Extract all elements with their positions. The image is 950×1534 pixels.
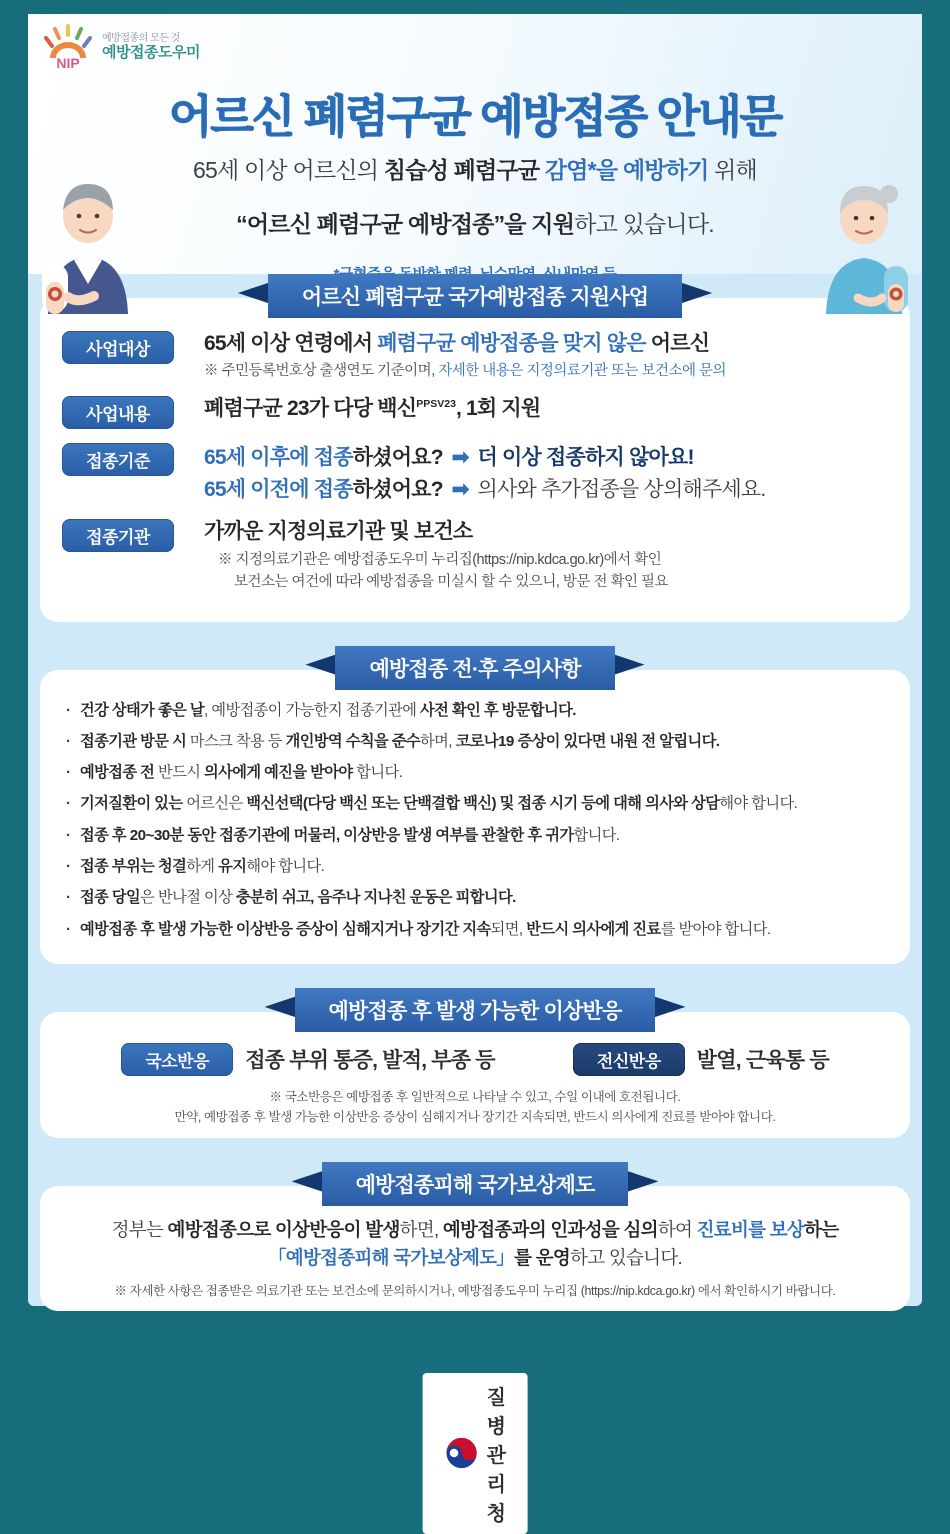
section-precautions xyxy=(28,646,922,964)
agency-logo xyxy=(423,1373,528,1534)
program-card xyxy=(40,298,910,622)
page-title: 어르신 폐렴구균 예방접종 안내문 xyxy=(168,91,782,142)
precaution-item: · 건강 상태가 좋은 날, 예방접종이 가능한지 접종기관에 사전 확인 후 방문합니다. xyxy=(66,700,884,721)
program-row-place xyxy=(62,518,888,592)
header xyxy=(28,14,922,274)
precaution-item: · 접종기관 방문 시 마스크 착용 등 개인방역 수칙을 준수하며, 코로나19 증상이 있다면 내원 전 알립니다. xyxy=(66,731,884,752)
taegeuk-icon xyxy=(445,1436,479,1470)
badge-content: 사업내용 xyxy=(62,396,174,429)
intro-line-1: 65세 이상 어르신의 침습성 폐렴구균 감염*을 예방하기 위해 xyxy=(193,157,757,183)
local-reaction-group xyxy=(121,1042,495,1076)
program-row-content xyxy=(62,395,888,429)
compensation-line-2: 「예방접종피해 국가보상제도」를 운영하고 있습니다. xyxy=(268,1247,682,1269)
precaution-item: · 접종 당일은 반나절 이상 충분히 쉬고, 음주나 지나친 운동은 피합니다. xyxy=(66,887,884,908)
local-reaction-text: 접종 부위 통증, 발적, 부종 등 xyxy=(245,1048,495,1072)
place-note-1: ※ 지정의료기관은 예방접종도우미 누리집(https://nip.kdca.go.kr)에서 확인 xyxy=(218,551,662,568)
section-reactions-ribbon xyxy=(295,988,656,1032)
compensation-note: ※ 자세한 사항은 접종받은 의료기관 또는 보건소에 문의하시거나, 예방접종도우미 누리집 (https://nip.kdca.go.kr) 에서 확인하시기 바랍니다. xyxy=(114,1283,836,1298)
criteria-line-2: 65세 이전에 접종하셨어요? ➡ 의사와 추가접종을 상의해주세요. xyxy=(204,477,766,501)
section-precautions-title: 예방접종 전·후 주의사항 xyxy=(335,646,614,690)
logo-tagline: 예방접종의 모든 것 xyxy=(102,32,180,44)
badge-systemic-reaction: 전신반응 xyxy=(573,1043,685,1076)
program-row-criteria xyxy=(62,442,888,505)
nip-sun-icon xyxy=(42,24,94,70)
precaution-item: · 예방접종 후 발생 가능한 이상반응 증상이 심해지거나 장기간 지속되면, 반드시 의사에게 진료를 받아야 합니다. xyxy=(66,919,884,940)
agency-name: 질병관리청 xyxy=(486,1386,506,1525)
reactions-row xyxy=(64,1042,886,1076)
badge-place: 접종기관 xyxy=(62,519,174,552)
program-row-target xyxy=(62,330,888,382)
precautions-card xyxy=(40,670,910,964)
badge-local-reaction: 국소반응 xyxy=(121,1043,233,1076)
content-main-text: 폐렴구균 23가 다당 백신$^{PPSV23}$, 1회 지원 xyxy=(204,397,541,421)
section-program-title: 어르신 폐렴구균 국가예방접종 지원사업 xyxy=(268,274,682,318)
section-precautions-ribbon xyxy=(335,646,614,690)
section-reactions-title: 예방접종 후 발생 가능한 이상반응 xyxy=(295,988,656,1032)
criteria-line-1: 65세 이후에 접종하셨어요? ➡ 더 이상 접종하지 않아요! xyxy=(204,446,694,470)
precautions-list xyxy=(66,700,884,940)
reactions-note-2: 만약, 예방접종 후 발생 가능한 이상반응 증상이 심해지거나 장기간 지속되면, 반드시 의사에게 진료를 받아야 합니다. xyxy=(174,1109,776,1124)
target-main-text: 65세 이상 연령에서 폐렴구균 예방접종을 맞지 않은 어르신 xyxy=(204,332,710,355)
target-note-text: ※ 주민등록번호상 출생연도 기준이며, 자세한 내용은 지정의료기관 또는 보건소에 문의 xyxy=(204,363,727,380)
section-program xyxy=(28,274,922,622)
precaution-item: · 기저질환이 있는 어르신은 백신선택(다당 백신 또는 단백결합 백신) 및 접종 시기 등에 대해 의사와 상담해야 합니다. xyxy=(66,793,884,814)
poster-frame xyxy=(28,14,922,1525)
precaution-item: · 접종 후 20~30분 동안 접종기관에 머물러, 이상반응 발생 여부를 관찰한 후 귀가합니다. xyxy=(66,825,884,846)
content-area xyxy=(28,274,922,1525)
place-note-2: 보건소는 여건에 따라 예방접종을 미실시 할 수 있으니, 방문 전 확인 필요 xyxy=(234,573,669,590)
section-reactions xyxy=(28,988,922,1139)
reactions-note-1: ※ 국소반응은 예방접종 후 일반적으로 나타날 수 있고, 수일 이내에 호전됩니다. xyxy=(269,1089,681,1104)
precaution-item: · 예방접종 전 반드시 의사에게 예진을 받아야 합니다. xyxy=(66,762,884,783)
place-main-text: 가까운 지정의료기관 및 보건소 xyxy=(204,520,473,544)
badge-criteria: 접종기준 xyxy=(62,443,174,476)
svg-text:NIP: NIP xyxy=(56,55,80,71)
section-compensation xyxy=(28,1162,922,1311)
elderly-woman-illustration xyxy=(810,164,918,314)
systemic-reaction-text: 발열, 근육통 등 xyxy=(696,1048,829,1072)
section-compensation-title: 예방접종피해 국가보상제도 xyxy=(322,1162,629,1206)
intro-line-2: “어르신 폐렴구균 예방접종”을 지원하고 있습니다. xyxy=(236,211,714,238)
precaution-item: · 접종 부위는 청결하게 유지해야 합니다. xyxy=(66,856,884,877)
section-compensation-ribbon xyxy=(322,1162,629,1206)
logo-name: 예방접종도우미 xyxy=(102,44,200,62)
systemic-reaction-group xyxy=(573,1042,829,1076)
compensation-line-1: 정부는 예방접종으로 이상반응이 발생하면, 예방접종과의 인과성을 심의하여 진료비를 보상하는 xyxy=(111,1219,839,1241)
elderly-man-illustration xyxy=(34,164,142,314)
badge-target: 사업대상 xyxy=(62,331,174,364)
nip-logo xyxy=(42,24,200,70)
section-program-ribbon xyxy=(268,274,682,318)
